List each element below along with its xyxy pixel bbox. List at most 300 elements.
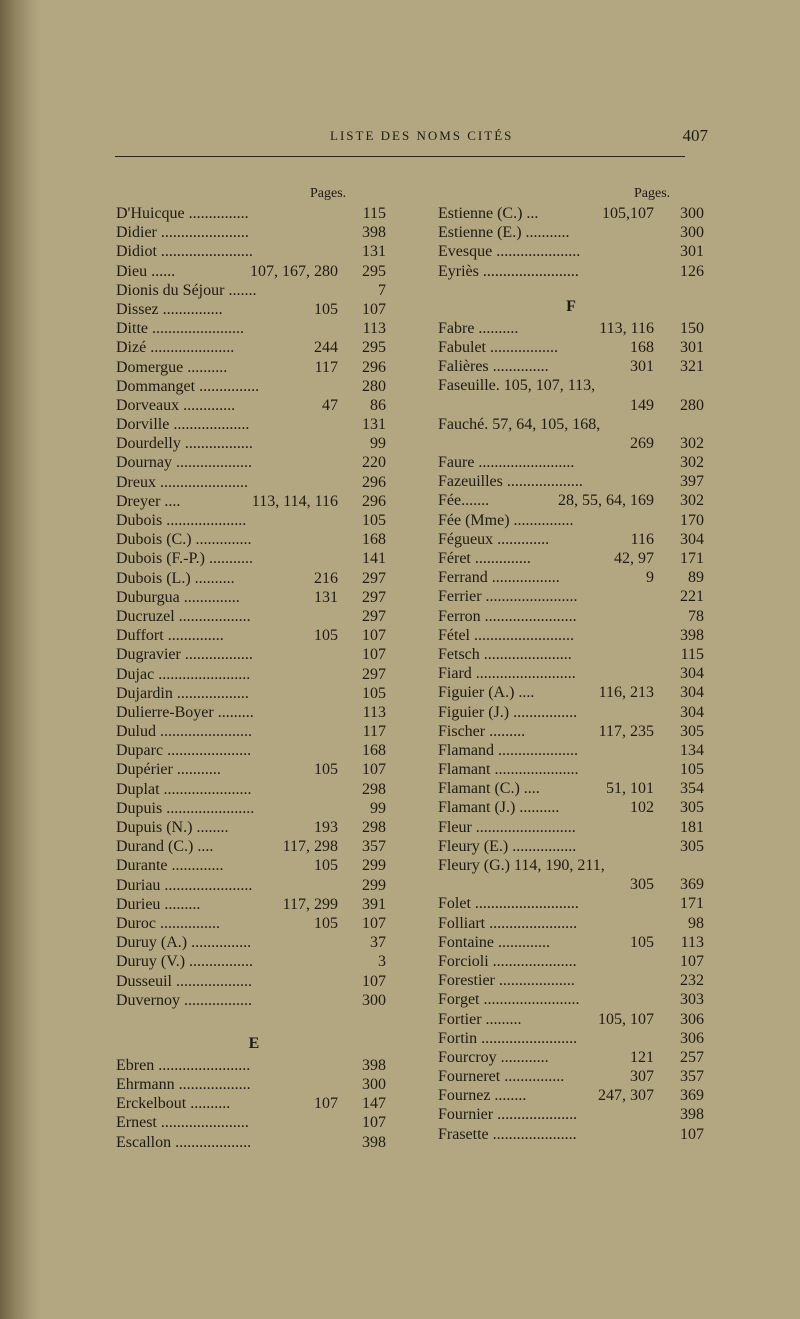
entry-name: Fortin ........................ (438, 1029, 578, 1047)
entry-page-main: 107 (362, 1114, 386, 1132)
entry-page-refs: 121 (630, 1048, 654, 1066)
entry-name: Flamant ..................... (438, 761, 579, 779)
entry-name: Dourdelly ................. (116, 435, 253, 453)
entry-page-refs: 116 (630, 530, 654, 548)
index-entry (438, 683, 704, 702)
entry-name: Faseuille. 105, 107, 113, (438, 377, 596, 395)
entry-name: Frasette ..................... (438, 1125, 577, 1143)
index-entry (438, 894, 704, 913)
index-entry (116, 895, 386, 914)
entry-page-main: 296 (362, 492, 386, 510)
section-letter-heading: E (248, 1034, 260, 1052)
index-entry (438, 664, 704, 683)
entry-page-main: 168 (362, 531, 386, 549)
index-entry (116, 645, 386, 664)
index-entry (438, 453, 704, 472)
entry-page-main: 302 (680, 454, 704, 472)
entry-page-main: 220 (362, 454, 386, 472)
entry-page-main: 131 (362, 416, 386, 434)
index-entry (438, 914, 704, 933)
entry-page-main: 168 (362, 742, 386, 760)
index-entry (116, 319, 386, 338)
entry-name: Duroc ............... (116, 914, 220, 932)
entry-page-main: 295 (362, 262, 386, 280)
index-entry (116, 933, 386, 952)
entry-page-refs: 113, 114, 116 (251, 492, 338, 510)
entry-page-main: 134 (680, 741, 704, 759)
entry-name: Duparc ..................... (116, 742, 252, 760)
index-entry (116, 1113, 386, 1132)
entry-name: Erckelbout .......... (116, 1095, 231, 1113)
entry-page-main: 398 (362, 1056, 386, 1074)
entry-page-main: 391 (362, 895, 386, 913)
entry-page-main: 170 (680, 511, 704, 529)
entry-name: Fontaine ............. (438, 933, 550, 951)
entry-name: Folliart ...................... (438, 914, 578, 932)
index-entry (116, 837, 386, 856)
running-title: LISTE DES NOMS CITÉS (330, 128, 514, 143)
entry-name: Fée....... (438, 492, 490, 510)
entry-page-main: 306 (680, 1029, 704, 1047)
entry-page-main: 298 (362, 780, 386, 798)
entry-name: Fournier .................... (438, 1106, 578, 1124)
entry-page-main: 357 (680, 1068, 704, 1086)
entry-page-main: 257 (680, 1048, 704, 1066)
entry-page-refs: 116, 213 (598, 684, 654, 702)
index-entry (116, 1094, 386, 1113)
entry-name: Estienne (C.) ... (438, 205, 539, 222)
entry-page-main: 297 (362, 665, 386, 683)
index-entry (438, 741, 704, 760)
entry-name: Dulierre-Boyer ......... (116, 703, 254, 721)
entry-name: Ferrand ................. (438, 569, 560, 587)
index-entry (438, 549, 704, 568)
entry-page-main: 298 (362, 819, 386, 836)
entry-page-main: 297 (362, 607, 386, 625)
entry-page-main: 7 (378, 281, 386, 299)
entry-page-main: 147 (362, 1095, 386, 1113)
index-entry (438, 338, 704, 357)
index-entry (116, 204, 386, 223)
entry-page-refs: 216 (314, 569, 338, 587)
entry-page-refs: 193 (314, 819, 338, 836)
entry-name: Flamant (J.) .......... (438, 799, 560, 817)
index-entry (116, 991, 386, 1010)
entry-name: Ducruzel .................. (116, 607, 251, 625)
entry-page-refs: 131 (314, 588, 338, 606)
entry-page-main: 302 (680, 492, 704, 510)
entry-page-refs: 244 (314, 339, 338, 357)
index-entry (116, 434, 386, 453)
entry-page-main: 300 (362, 991, 386, 1009)
entry-name: Fabre .......... (438, 319, 519, 337)
entry-name: Figuier (A.) .... (438, 684, 535, 702)
entry-page-refs: 105, 107 (598, 1010, 654, 1028)
entry-name: Ehrmann .................. (116, 1076, 251, 1094)
entry-page-main: 86 (370, 396, 386, 414)
entry-name: Didiot ....................... (116, 243, 253, 261)
index-entry (116, 1133, 386, 1152)
entry-name: Dizé ..................... (116, 339, 235, 357)
entry-name: Fournez ........ (438, 1087, 527, 1105)
index-entry (116, 972, 386, 991)
entry-page-main: 398 (680, 1106, 704, 1124)
entry-page-main: 107 (362, 914, 386, 932)
entry-page-main: 280 (362, 377, 386, 395)
entry-page-refs: 105 (314, 914, 338, 932)
entry-page-main: 150 (680, 319, 704, 337)
entry-name: Fourcroy ............ (438, 1048, 549, 1066)
entry-page-main: 98 (688, 914, 704, 932)
entry-page-main: 3 (378, 953, 386, 971)
entry-name: D'Huicque ............... (116, 205, 249, 222)
entry-page-main: 37 (370, 934, 386, 952)
entry-name: Dournay ................... (116, 454, 252, 472)
entry-page-refs: 107, 167, 280 (250, 262, 338, 280)
index-entry (116, 760, 386, 779)
index-entry (438, 952, 704, 971)
entry-page-main: 397 (680, 473, 704, 491)
index-entry (116, 549, 386, 568)
entry-page-main: 295 (362, 339, 386, 357)
entry-page-refs: 301 (630, 358, 654, 376)
entry-name: Ferrier ....................... (438, 588, 578, 606)
entry-page-main: 321 (680, 358, 704, 376)
index-entry (438, 1125, 704, 1144)
entry-page-main: 369 (680, 876, 704, 894)
entry-name: Durante ............. (116, 857, 224, 875)
entry-name: Fleur ......................... (438, 818, 576, 836)
entry-page-main: 304 (680, 665, 704, 683)
entry-page-main: 306 (680, 1010, 704, 1028)
entry-page-main: 117 (362, 723, 386, 741)
index-entry (116, 492, 386, 511)
index-entry (438, 204, 704, 223)
index-entry (116, 914, 386, 933)
entry-name: Faure ........................ (438, 454, 575, 472)
index-entry (438, 396, 704, 415)
entry-page-refs: 105 (314, 627, 338, 645)
entry-name: Falières .............. (438, 358, 549, 376)
index-entry (116, 1075, 386, 1094)
entry-page-refs: 51, 101 (606, 780, 654, 798)
entry-page-main: 299 (362, 857, 386, 875)
entry-page-main: 354 (680, 780, 704, 798)
index-entry (438, 242, 704, 261)
index-entry (438, 1086, 704, 1105)
entry-name: Duriau ...................... (116, 876, 253, 894)
index-entry (116, 876, 386, 895)
entry-name: Escallon ................... (116, 1133, 252, 1151)
index-entry (438, 434, 704, 453)
index-entry (438, 223, 704, 242)
entry-name: Dieu ...... (116, 262, 176, 280)
entry-page-main: 398 (362, 224, 386, 242)
index-entry (116, 511, 386, 530)
entry-name: Folet .......................... (438, 895, 579, 913)
index-entry (116, 223, 386, 242)
entry-page-main: 296 (362, 358, 386, 376)
index-entry (116, 703, 386, 722)
index-entry (438, 319, 704, 338)
entry-page-refs: 42, 97 (614, 550, 654, 567)
entry-name: Dubois (F.-P.) ........... (116, 550, 253, 568)
entry-name: Forcioli ..................... (438, 952, 577, 970)
index-entry (438, 607, 704, 626)
index-entry (116, 396, 386, 415)
index-entry (438, 415, 704, 434)
index-entry (438, 818, 704, 837)
entry-name: Dubois (L.) .......... (116, 569, 235, 587)
index-entry (438, 1029, 704, 1048)
entry-page-main: 105 (362, 684, 386, 702)
entry-page-refs: 113, 116 (599, 319, 654, 337)
index-entry (438, 568, 704, 587)
index-entry (438, 856, 704, 875)
entry-name: Dupérier ........... (116, 761, 221, 779)
index-entry (438, 491, 704, 510)
entry-page-main: 280 (680, 396, 704, 414)
entry-name: Duruy (V.) ................ (116, 953, 254, 971)
index-entry (438, 530, 704, 549)
index-entry (116, 262, 386, 281)
entry-page-main: 398 (680, 626, 704, 644)
entry-page-main: 115 (680, 645, 704, 663)
entry-page-main: 99 (370, 435, 386, 453)
index-entry (438, 703, 704, 722)
entry-page-main: 126 (680, 262, 704, 280)
entry-page-main: 300 (680, 224, 704, 242)
entry-page-main: 303 (680, 991, 704, 1009)
entry-page-main: 113 (362, 320, 386, 338)
entry-name: Fischer ......... (438, 722, 526, 740)
entry-name: Durieu ......... (116, 895, 201, 913)
index-entry (438, 262, 704, 281)
index-entry (438, 1067, 704, 1086)
entry-page-main: 232 (680, 972, 704, 990)
index-entry (438, 511, 704, 530)
entry-page-main: 99 (370, 799, 386, 817)
entry-page-main: 297 (362, 588, 386, 606)
entry-page-main: 296 (362, 473, 386, 491)
entry-name: Dupuis (N.) ........ (116, 819, 229, 836)
entry-page-refs: 105 (314, 857, 338, 875)
entry-page-main: 171 (680, 550, 704, 567)
index-entry (438, 626, 704, 645)
index-entries-left (116, 204, 386, 1152)
entry-name: Domergue .......... (116, 358, 228, 376)
index-entry (116, 588, 386, 607)
entry-name: Fiard ......................... (438, 665, 576, 683)
entry-name: Durand (C.) .... (116, 838, 214, 856)
entry-page-main: 107 (680, 1125, 704, 1143)
entry-name: Féret .............. (438, 550, 531, 567)
entry-name: Fourneret ............... (438, 1068, 565, 1086)
entry-name: Dulud ....................... (116, 723, 252, 741)
entry-name: Dujac ....................... (116, 665, 251, 683)
index-entry (116, 722, 386, 741)
entry-name: Fazeuilles ................... (438, 473, 583, 491)
index-entry (438, 837, 704, 856)
entry-name: Evesque ..................... (438, 243, 581, 261)
entry-name: Dubois .................... (116, 512, 247, 529)
entry-page-refs: 117, 235 (598, 722, 654, 740)
entry-name: Flamand .................... (438, 741, 578, 759)
index-entry (116, 665, 386, 684)
entry-page-main: 221 (680, 588, 704, 606)
entry-name: Duvernoy ................. (116, 991, 252, 1009)
entry-page-main: 105 (362, 512, 386, 529)
index-entry (116, 377, 386, 396)
entry-page-main: 299 (362, 876, 386, 894)
index-entry (116, 607, 386, 626)
index-entry (438, 875, 704, 894)
entry-name: Forestier ................... (438, 972, 575, 990)
index-entry (116, 530, 386, 549)
index-entry (438, 722, 704, 741)
index-entry (116, 818, 386, 837)
section-letter-heading: F (566, 297, 576, 315)
index-entry (438, 933, 704, 952)
entry-page-refs: 105 (314, 300, 338, 318)
entry-name: Dreux ...................... (116, 473, 248, 491)
entry-page-main: 181 (680, 818, 704, 836)
entry-name: Dubois (C.) .............. (116, 531, 252, 549)
entry-name: Dusseuil ................... (116, 972, 252, 990)
index-entry (116, 569, 386, 588)
entry-page-main: 113 (680, 933, 704, 951)
entry-page-refs: 149 (630, 396, 654, 414)
entry-name: Fleury (E.) ................ (438, 837, 577, 855)
entry-page-main: 113 (362, 703, 386, 721)
entry-page-main: 131 (362, 243, 386, 261)
index-entry (116, 242, 386, 261)
index-entry (116, 1056, 386, 1075)
index-entry (438, 587, 704, 606)
index-entry (116, 856, 386, 875)
entry-page-main: 89 (688, 569, 704, 587)
entry-name: Fortier ......... (438, 1010, 522, 1028)
index-entry (116, 453, 386, 472)
entry-page-main: 369 (680, 1087, 704, 1105)
index-entry (438, 645, 704, 664)
entry-page-main: 305 (680, 837, 704, 855)
entry-page-main: 301 (680, 338, 704, 356)
entry-page-main: 297 (362, 569, 386, 587)
entry-name: Didier ...................... (116, 224, 249, 242)
entry-name: Dupuis ...................... (116, 799, 255, 817)
index-entry (116, 952, 386, 971)
entry-name: Dujardin .................. (116, 684, 249, 702)
index-entry (116, 780, 386, 799)
entry-page-main: 300 (362, 1076, 386, 1094)
entry-page-main: 107 (362, 627, 386, 645)
entry-name: Ernest ...................... (116, 1114, 249, 1132)
entry-page-main: 302 (680, 434, 704, 452)
index-entry (438, 1048, 704, 1067)
entry-page-refs: 28, 55, 64, 169 (558, 492, 654, 510)
entry-page-main: 300 (680, 205, 704, 222)
entry-name: Estienne (E.) ........... (438, 224, 570, 242)
entry-page-refs: 117 (314, 358, 338, 376)
entry-name: Dreyer .... (116, 492, 181, 510)
index-entry (438, 472, 704, 491)
entry-page-main: 107 (362, 646, 386, 664)
page-header (112, 122, 712, 146)
entry-name: Dissez ............... (116, 300, 223, 318)
entry-page-main: 304 (680, 703, 704, 721)
entry-page-refs: 307 (630, 1068, 654, 1086)
entry-name: Dommanget ............... (116, 377, 260, 395)
index-entries-right (438, 204, 704, 1144)
index-entry (116, 684, 386, 703)
index-entry (116, 281, 386, 300)
index-entry (438, 1010, 704, 1029)
entry-name: Fabulet ................. (438, 338, 558, 356)
index-entry (116, 358, 386, 377)
entry-page-main: 115 (362, 205, 386, 222)
entry-name: Duburgua .............. (116, 588, 240, 606)
entry-page-main: 301 (680, 243, 704, 261)
index-entry (438, 971, 704, 990)
entry-page-main: 357 (362, 838, 386, 856)
index-entry (116, 626, 386, 645)
index-entry (116, 300, 386, 319)
index-entry (116, 741, 386, 760)
entry-name: Flamant (C.) .... (438, 780, 540, 798)
entry-name: Eyriès ........................ (438, 262, 579, 280)
entry-page-refs: 105 (314, 761, 338, 779)
entry-page-main: 304 (680, 684, 704, 702)
entry-name: Fleury (G.) 114, 190, 211, (438, 857, 605, 874)
entry-page-refs: 105,107 (602, 205, 654, 222)
entry-page-refs: 117, 299 (282, 895, 338, 913)
index-entry (438, 760, 704, 779)
entry-page-main: 107 (362, 972, 386, 990)
index-entry (116, 473, 386, 492)
entry-name: Fée (Mme) ............... (438, 511, 574, 529)
entry-name: Ferron ....................... (438, 607, 577, 625)
entry-name: Forget ........................ (438, 991, 580, 1009)
page-gutter-shadow (0, 0, 42, 1319)
entry-page-refs: 107 (314, 1095, 338, 1113)
entry-page-main: 107 (362, 300, 386, 318)
entry-name: Fauché. 57, 64, 105, 168, (438, 415, 601, 433)
entry-page-refs: 168 (630, 338, 654, 356)
pages-column-label: Pages. (310, 186, 347, 201)
entry-page-refs: 247, 307 (598, 1087, 654, 1105)
entry-name: Dorville ................... (116, 416, 250, 434)
entry-page-main: 107 (680, 952, 704, 970)
entry-name: Ebren ....................... (116, 1056, 251, 1074)
section-spacer (116, 1010, 386, 1018)
index-entry (116, 415, 386, 434)
index-entry (438, 1105, 704, 1124)
entry-page-refs: 117, 298 (282, 838, 338, 856)
entry-page-refs: 102 (630, 799, 654, 817)
entry-page-refs: 9 (646, 569, 654, 587)
entry-page-main: 105 (680, 761, 704, 779)
index-entry (116, 338, 386, 357)
entry-name: Dorveaux ............. (116, 396, 236, 414)
entry-page-main: 171 (680, 895, 704, 913)
entry-page-main: 107 (362, 761, 386, 779)
entry-page-main: 78 (688, 607, 704, 625)
entry-page-refs: 269 (630, 434, 654, 452)
entry-name: Duruy (A.) ............... (116, 934, 252, 952)
pages-column-label: Pages. (634, 186, 671, 201)
entry-name: Ditte ....................... (116, 320, 244, 338)
